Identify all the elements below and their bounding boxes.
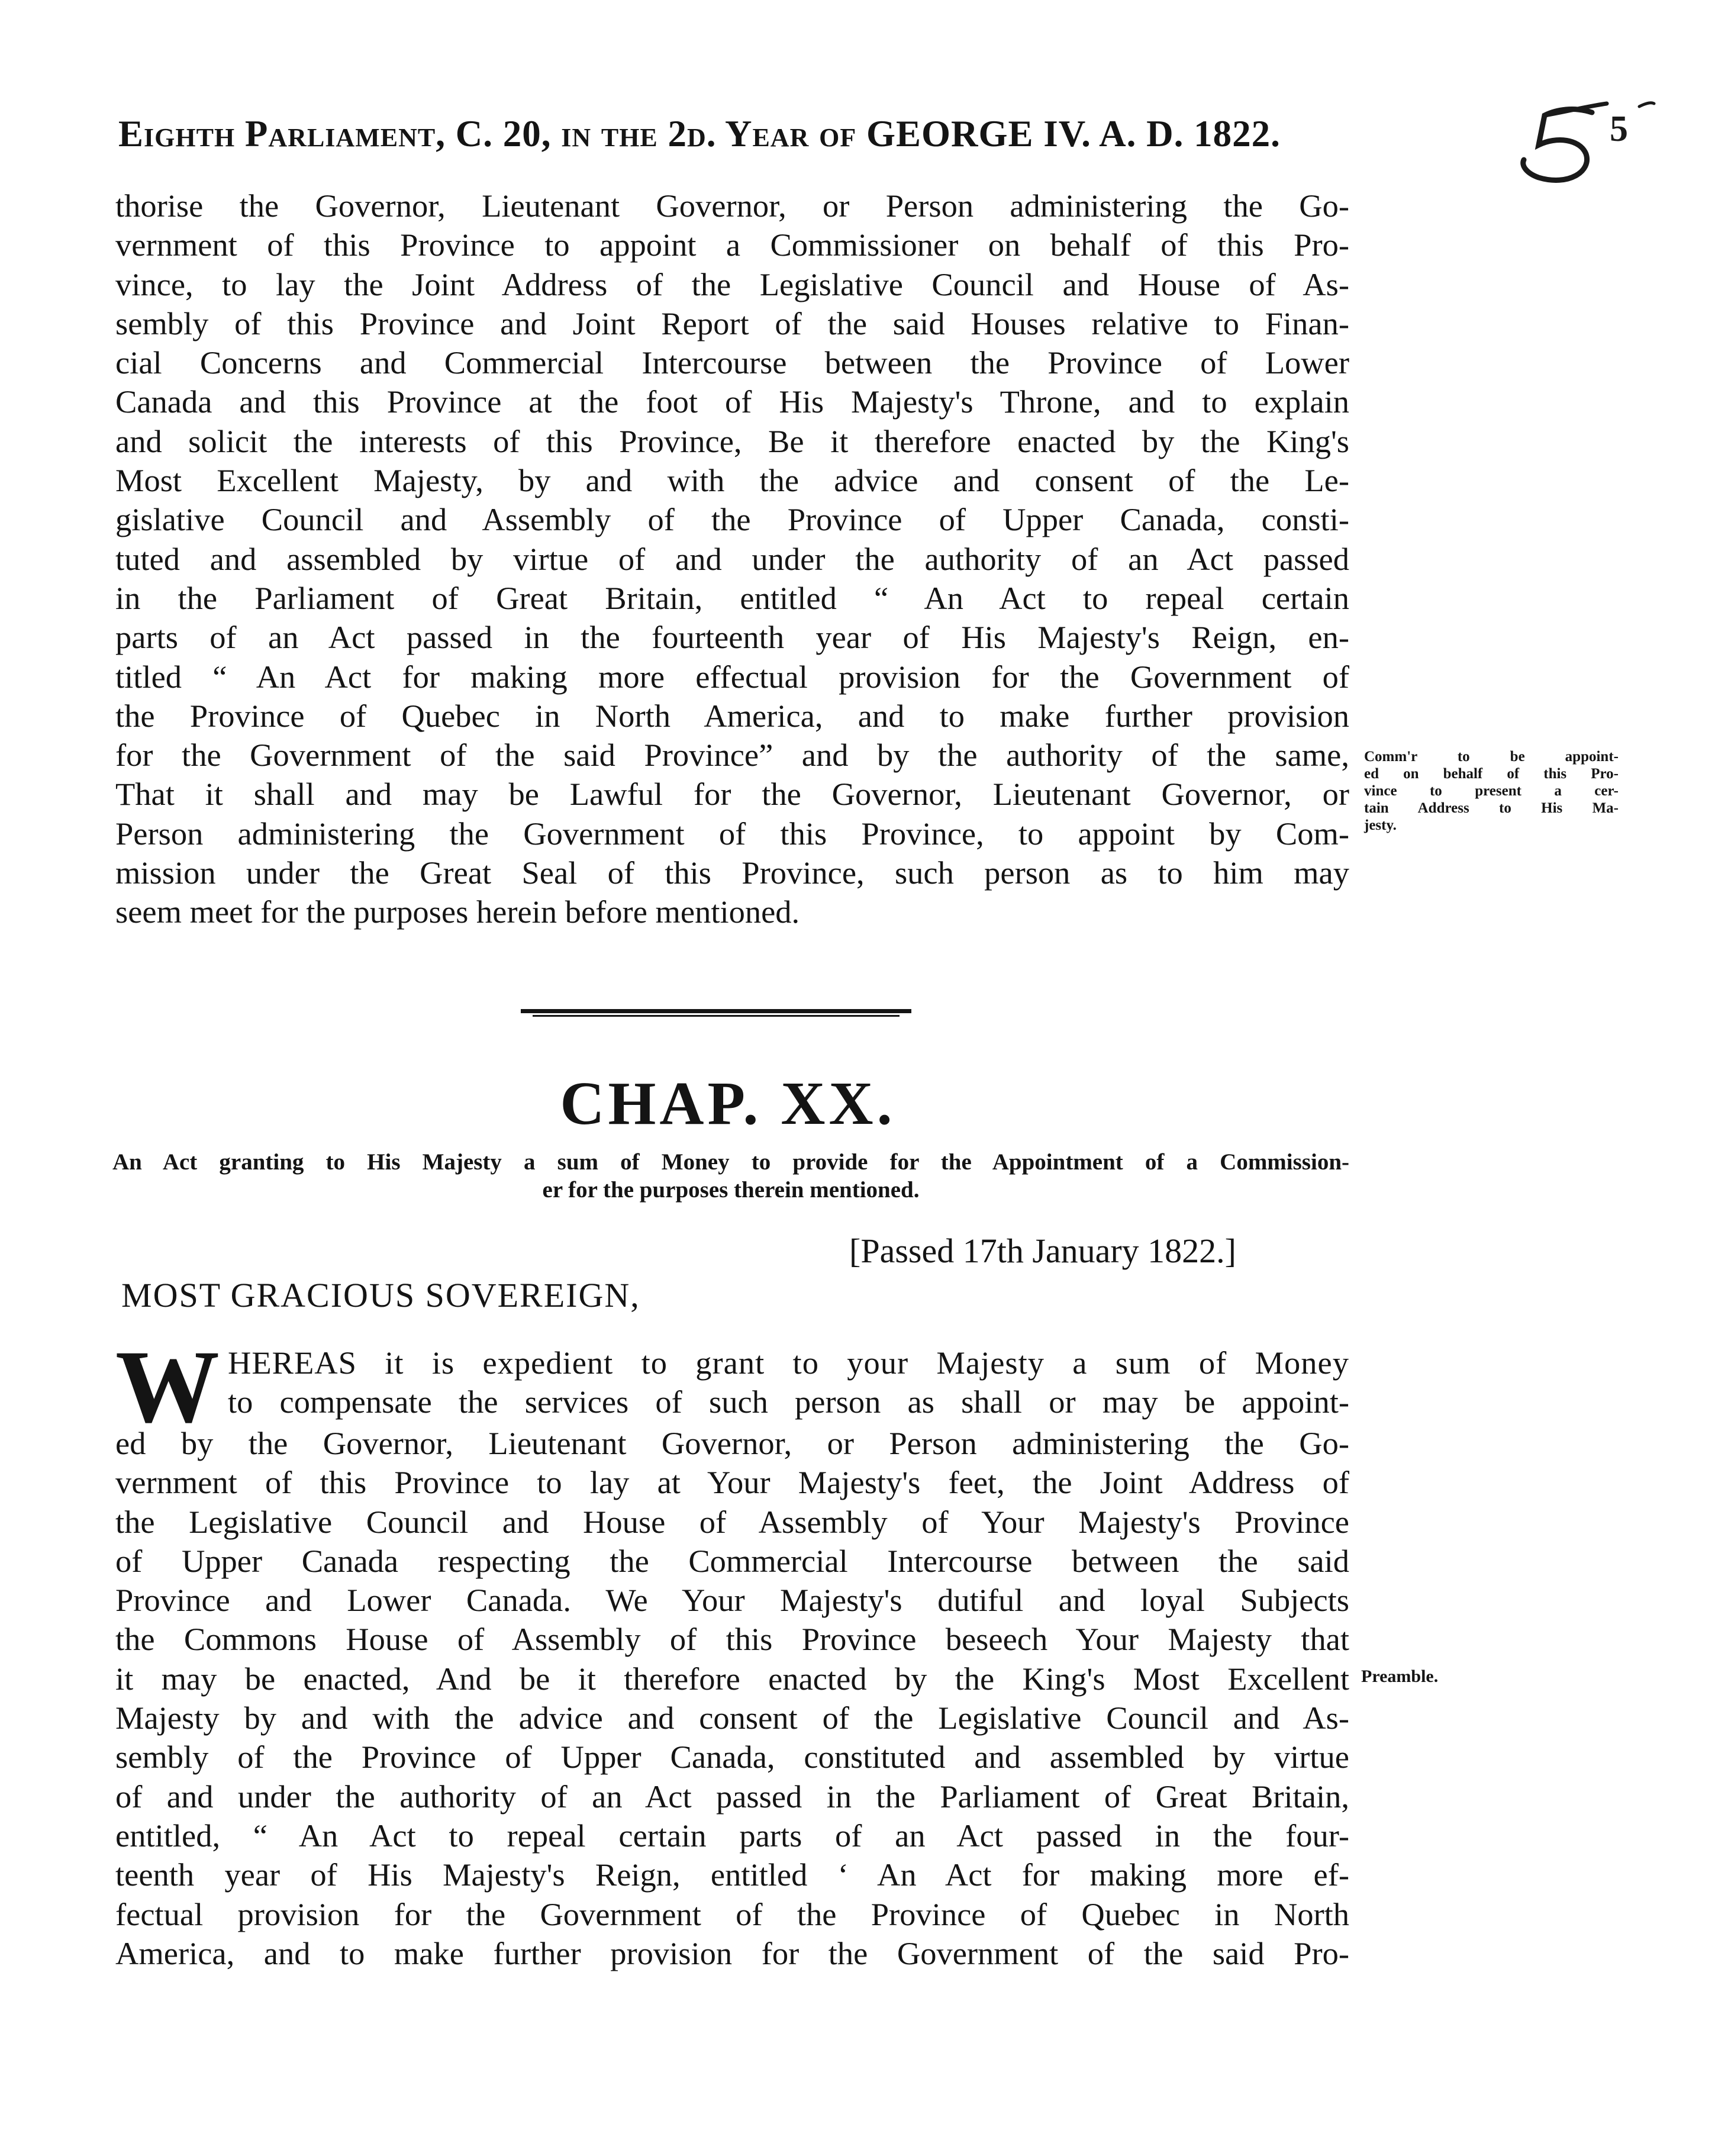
margin-note-line: Comm'r to be appoint- xyxy=(1364,749,1619,765)
subtitle-line: er for the purposes therein mentioned. xyxy=(542,1177,920,1203)
text-line: fectual provision for the Government of the Province of Quebec in North xyxy=(115,1896,1349,1932)
passed-date: [Passed 17th January 1822.] xyxy=(849,1232,1237,1270)
salutation: MOST GRACIOUS SOVEREIGN, xyxy=(121,1276,640,1314)
subtitle-line: An Act granting to His Majesty a sum of Money to provide for the Appointment of a Commission- xyxy=(112,1149,1349,1175)
chapter-subtitle xyxy=(112,1148,1349,1204)
text-line: vernment of this Province to lay at Your Majesty's feet, the Joint Address of xyxy=(115,1464,1349,1501)
text-line: of Upper Canada respecting the Commercial Intercourse between the said xyxy=(115,1542,1349,1579)
text-line: the Legislative Council and House of Assembly of Your Majesty's Province xyxy=(115,1503,1349,1540)
text-line: teenth year of His Majesty's Reign, entitled ‘ An Act for making more ef- xyxy=(115,1857,1349,1893)
text-line: mission under the Great Seal of this Province, such person as to him may xyxy=(115,855,1349,891)
text-line: thorise the Governor, Lieutenant Governor, or Person administering the Go- xyxy=(115,188,1349,224)
running-header: Eighth Parliament, C. 20, in the 2d. Year of GEORGE IV. A. D. 1822. xyxy=(118,113,1281,154)
margin-note-line: jesty. xyxy=(1364,817,1397,833)
text-line: tuted and assembled by virtue of and under the authority of an Act passed xyxy=(115,540,1349,577)
text-line: for the Government of the said Province” and by the authority of the same, xyxy=(115,737,1349,774)
text-line: seem meet for the purposes herein before mentioned. xyxy=(115,894,800,930)
text-line: it may be enacted, And be it therefore enacted by the King's Most Excellent xyxy=(115,1660,1349,1697)
handwritten-page-number-icon xyxy=(1503,89,1657,195)
text-line: Majesty by and with the advice and consent of the Legislative Council and As- xyxy=(115,1700,1349,1736)
margin-note-line: vince to present a cer- xyxy=(1364,783,1619,799)
text-line: America, and to make further provision for the Government of the said Pro- xyxy=(115,1935,1349,1971)
section-1-body xyxy=(115,186,1349,932)
text-line: titled “ An Act for making more effectual provision for the Government of xyxy=(115,658,1349,695)
text-line: vernment of this Province to appoint a Commissioner on behalf of this Pro- xyxy=(115,227,1349,263)
text-line: HEREAS it is expedient to grant to your Majesty a sum of Money xyxy=(228,1345,1349,1381)
page-number-text: 5 xyxy=(1610,109,1628,149)
text-line: the Commons House of Assembly of this Province beseech Your Majesty that xyxy=(115,1621,1349,1658)
text-line: gislative Council and Assembly of the Province of Upper Canada, consti- xyxy=(115,501,1349,538)
chapter-title: CHAP. XX. xyxy=(560,1069,896,1137)
section-separator xyxy=(521,1008,911,1019)
margin-note-line: ed on behalf of this Pro- xyxy=(1364,766,1619,782)
text-line: in the Parliament of Great Britain, entitled “ An Act to repeal certain xyxy=(115,579,1349,616)
text-line: parts of an Act passed in the fourteenth year of His Majesty's Reign, en- xyxy=(115,619,1349,656)
text-line: ed by the Governor, Lieutenant Governor, or Person administering the Go- xyxy=(115,1425,1349,1461)
section-2-body xyxy=(115,1329,1349,1973)
text-line: of and under the authority of an Act passed in the Parliament of Great Britain, xyxy=(115,1778,1349,1815)
text-line: Canada and this Province at the foot of His Majesty's Throne, and to explain xyxy=(115,383,1349,420)
page-number xyxy=(1503,89,1657,195)
text-line: cial Concerns and Commercial Intercourse between the Province of Lower xyxy=(115,344,1349,381)
text-line: That it shall and may be Lawful for the Governor, Lieutenant Governor, or xyxy=(115,776,1349,813)
text-line: to compensate the services of such person as shall or may be appoint- xyxy=(228,1384,1349,1420)
text-line: vince, to lay the Joint Address of the Legislative Council and House of As- xyxy=(115,266,1349,302)
drop-cap: W xyxy=(115,1329,220,1445)
margin-note-line: tain Address to His Ma- xyxy=(1364,800,1619,816)
double-rule-icon xyxy=(521,1008,911,1019)
text-line: entitled, “ An Act to repeal certain parts of an Act passed in the four- xyxy=(115,1817,1349,1854)
text-line: Province and Lower Canada. We Your Majesty's dutiful and loyal Subjects xyxy=(115,1582,1349,1619)
text-line: sembly of this Province and Joint Report of the said Houses relative to Finan- xyxy=(115,305,1349,341)
text-line: Most Excellent Majesty, by and with the advice and consent of the Le- xyxy=(115,462,1349,499)
text-line: the Province of Quebec in North America, and to make further provision xyxy=(115,697,1349,734)
margin-note-preamble: Preamble. xyxy=(1361,1667,1439,1686)
text-line: and solicit the interests of this Province, Be it therefore enacted by the King's xyxy=(115,423,1349,459)
text-line: sembly of the Province of Upper Canada, constituted and assembled by virtue xyxy=(115,1739,1349,1775)
margin-note-commissioner xyxy=(1364,748,1619,834)
text-line: Person administering the Government of this Province, to appoint by Com- xyxy=(115,815,1349,852)
